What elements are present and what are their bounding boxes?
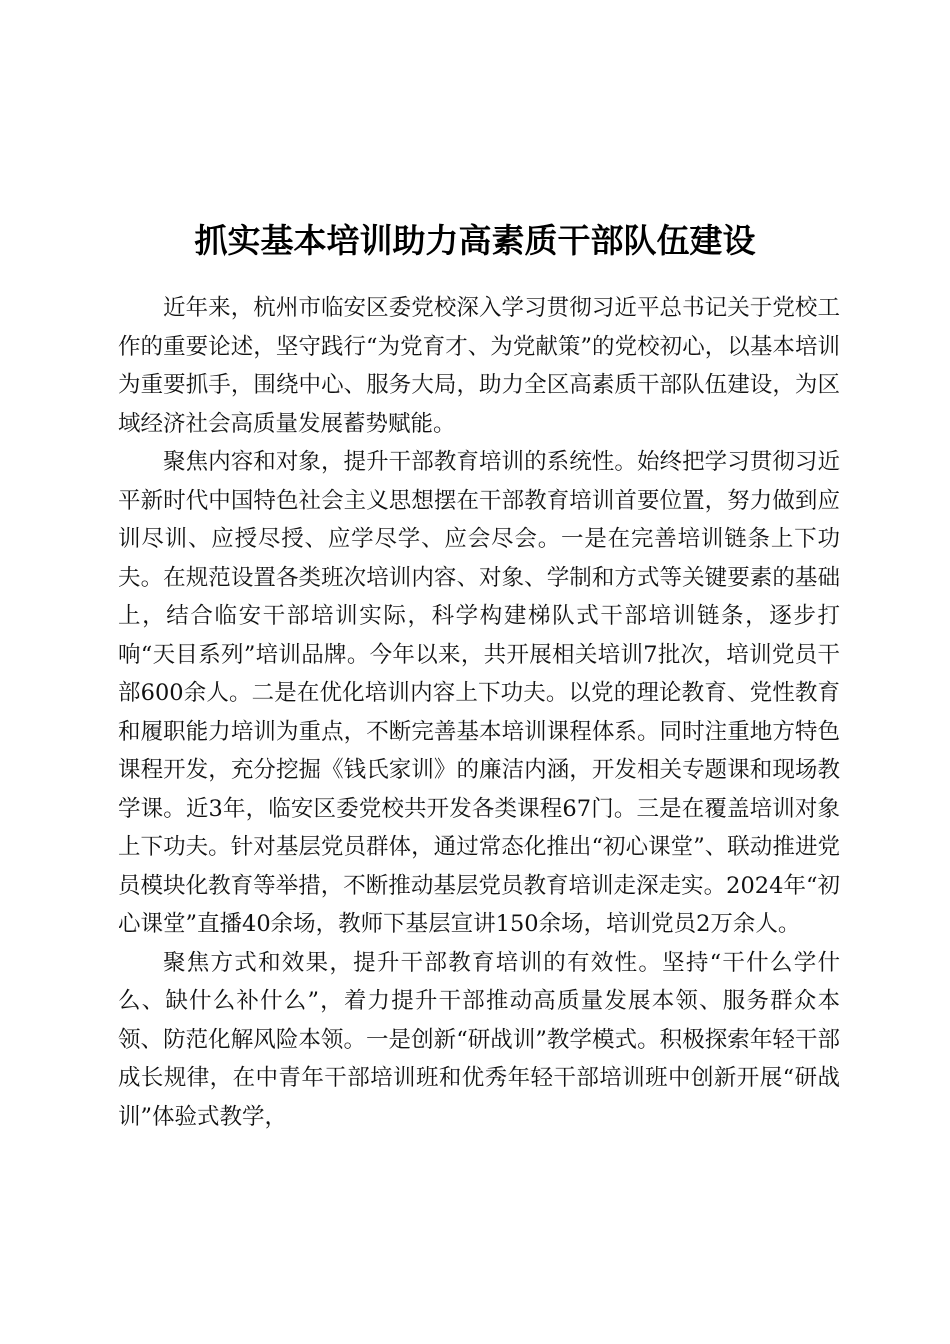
paragraph-content-and-target: 聚焦内容和对象，提升干部教育培训的系统性。始终把学习贯彻习近平新时代中国特色社会主义思想摆在干部教育培训首要位置，努力做到应训尽训、应授尽授、应学尽学、应会尽会。一是在完善培训链条上下功夫。在规范设置各类班次培训内容、对象、学制和方式等关键要素的基础上，结合临安干部培训实际，科学构建梯队式干部培训链条，逐步打响“天目系列”培训品牌。今年以来，共开展相关培训7批次，培训党员干部600余人。二是在优化培训内容上下功夫。以党的理论教育、党性教育和履职能力培训为重点，不断完善基本培训课程体系。同时注重地方特色课程开发，充分挖掘《钱氏家训》的廉洁内涵，开发相关专题课和现场教学课。近3年，临安区委党校共开发各类课程67门。三是在覆盖培训对象上下功夫。针对基层党员群体，通过常态化推出“初心课堂”、联动推进党员模块化教育等举措，不断推动基层党员教育培训走深走实。2024年“初心课堂”直播40余场，教师下基层宣讲150余场，培训党员2万余人。 — [118, 449, 840, 937]
article-body — [118, 289, 840, 1136]
paragraph-intro: 近年来，杭州市临安区委党校深入学习贯彻习近平总书记关于党校工作的重要论述，坚守践行“为党育才、为党献策”的党校初心，以基本培训为重要抓手，围绕中心、服务大局，助力全区高素质干部队伍建设，为区域经济社会高质量发展蓄势赋能。 — [118, 295, 840, 437]
page-title: 抓实基本培训助力高素质干部队伍建设 — [194, 221, 756, 261]
paragraph-method-and-effect: 聚焦方式和效果，提升干部教育培训的有效性。坚持“干什么学什么、缺什么补什么”，着力提升干部推动高质量发展本领、服务群众本领、防范化解风险本领。一是创新“研战训”教学模式。积极探索年轻干部成长规律，在中青年干部培训班和优秀年轻干部培训班中创新开展“研战训”体验式教学， — [118, 949, 840, 1130]
